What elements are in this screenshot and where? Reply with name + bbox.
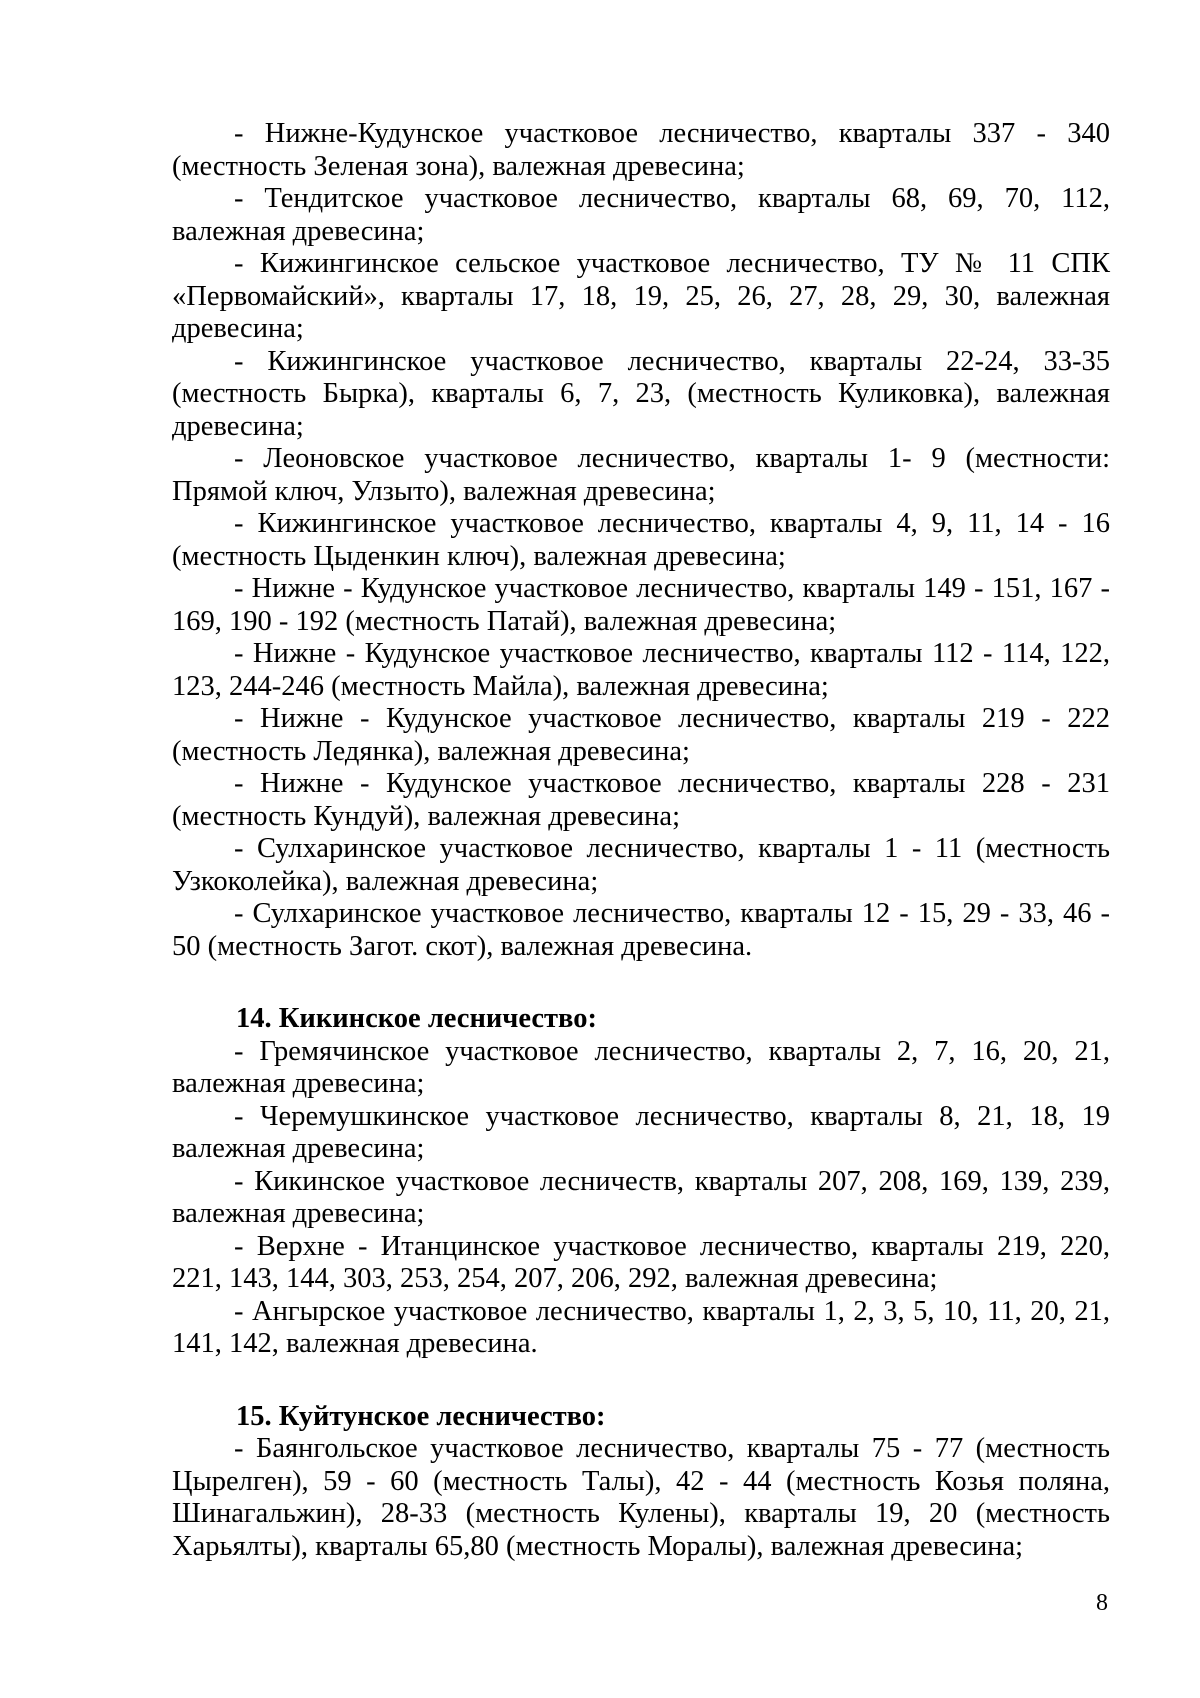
list-item: - Кижингинское сельское участковое лесничество, ТУ № 11 СПК «Первомайский», кварталы 17, 18, 19, 25, 26, 27, 28, 29, 30, валежная древесина;: [172, 248, 1110, 344]
list-item: - Кижингинское участковое лесничество, кварталы 22-24, 33-35 (местность Бырка), кварталы 6, 7, 23, (местность Куликовка), валежная древесина;: [172, 345, 1110, 442]
list-item: - Ангырское участковое лесничество, кварталы 1, 2, 3, 5, 10, 11, 20, 21, 141, 142, валежная древесина.: [172, 1295, 1110, 1359]
list-item: - Гремячинское участковое лесничество, кварталы 2, 7, 16, 20, 21, валежная древесина;: [172, 1035, 1110, 1099]
list-item: - Нижне - Кудунское участковое лесничество, кварталы 228 - 231 (местность Кундуй), валежная древесина;: [172, 768, 1110, 832]
list-item: - Нижне - Кудунское участковое лесничество, кварталы 149 - 151, 167 - 169, 190 - 192 (местность Патай), валежная древесина;: [172, 573, 1110, 637]
section-14-heading: 14. Кикинское лесничество:: [236, 1003, 597, 1034]
list-item: - Тендитское участковое лесничество, кварталы 68, 69, 70, 112, валежная древесина;: [172, 183, 1110, 247]
list-item: - Нижне - Кудунское участковое лесничество, кварталы 219 - 222 (местность Ледянка), валежная древесина;: [172, 703, 1110, 767]
list-item: - Сулхаринское участковое лесничество, кварталы 1 - 11 (местность Узкоколейка), валежная древесина;: [172, 833, 1110, 897]
list-item: - Кикинское участковое лесничеств, кварталы 207, 208, 169, 139, 239, валежная древесина;: [172, 1165, 1110, 1229]
list-item: - Нижне-Кудунское участковое лесничество, кварталы 337 - 340 (местность Зеленая зона), валежная древесина;: [172, 118, 1110, 182]
list-item: - Сулхаринское участковое лесничество, кварталы 12 - 15, 29 - 33, 46 - 50 (местность Загот. скот), валежная древесина.: [172, 898, 1110, 962]
list-item: - Баянгольское участковое лесничество, кварталы 75 - 77 (местность Цырелген), 59 - 60 (местность Талы), 42 - 44 (местность Козья поляна, Шинагальжин), 28-33 (местность Кулены), кварталы 19, 20 (местность Харьялты), кварталы 65,80 (местность Моралы), валежная древесина;: [172, 1433, 1110, 1562]
document-body: [172, 118, 1110, 1563]
list-item: - Нижне - Кудунское участковое лесничество, кварталы 112 - 114, 122, 123, 244-246 (местность Майла), валежная древесина;: [172, 638, 1110, 702]
list-item: - Верхне - Итанцинское участковое лесничество, кварталы 219, 220, 221, 143, 144, 303, 253, 254, 207, 206, 292, валежная древесина;: [172, 1230, 1110, 1294]
list-item: - Черемушкинское участковое лесничество, кварталы 8, 21, 18, 19 валежная древесина;: [172, 1100, 1110, 1164]
section-15-heading: 15. Куйтунское лесничество:: [236, 1400, 606, 1432]
list-item: - Кижингинское участковое лесничество, кварталы 4, 9, 11, 14 - 16 (местность Цыденкин ключ), валежная древесина;: [172, 508, 1110, 572]
list-item: - Леоновское участковое лесничество, кварталы 1- 9 (местности: Прямой ключ, Улзыто), валежная древесина;: [172, 443, 1110, 507]
page-number: 8: [1096, 1590, 1108, 1616]
